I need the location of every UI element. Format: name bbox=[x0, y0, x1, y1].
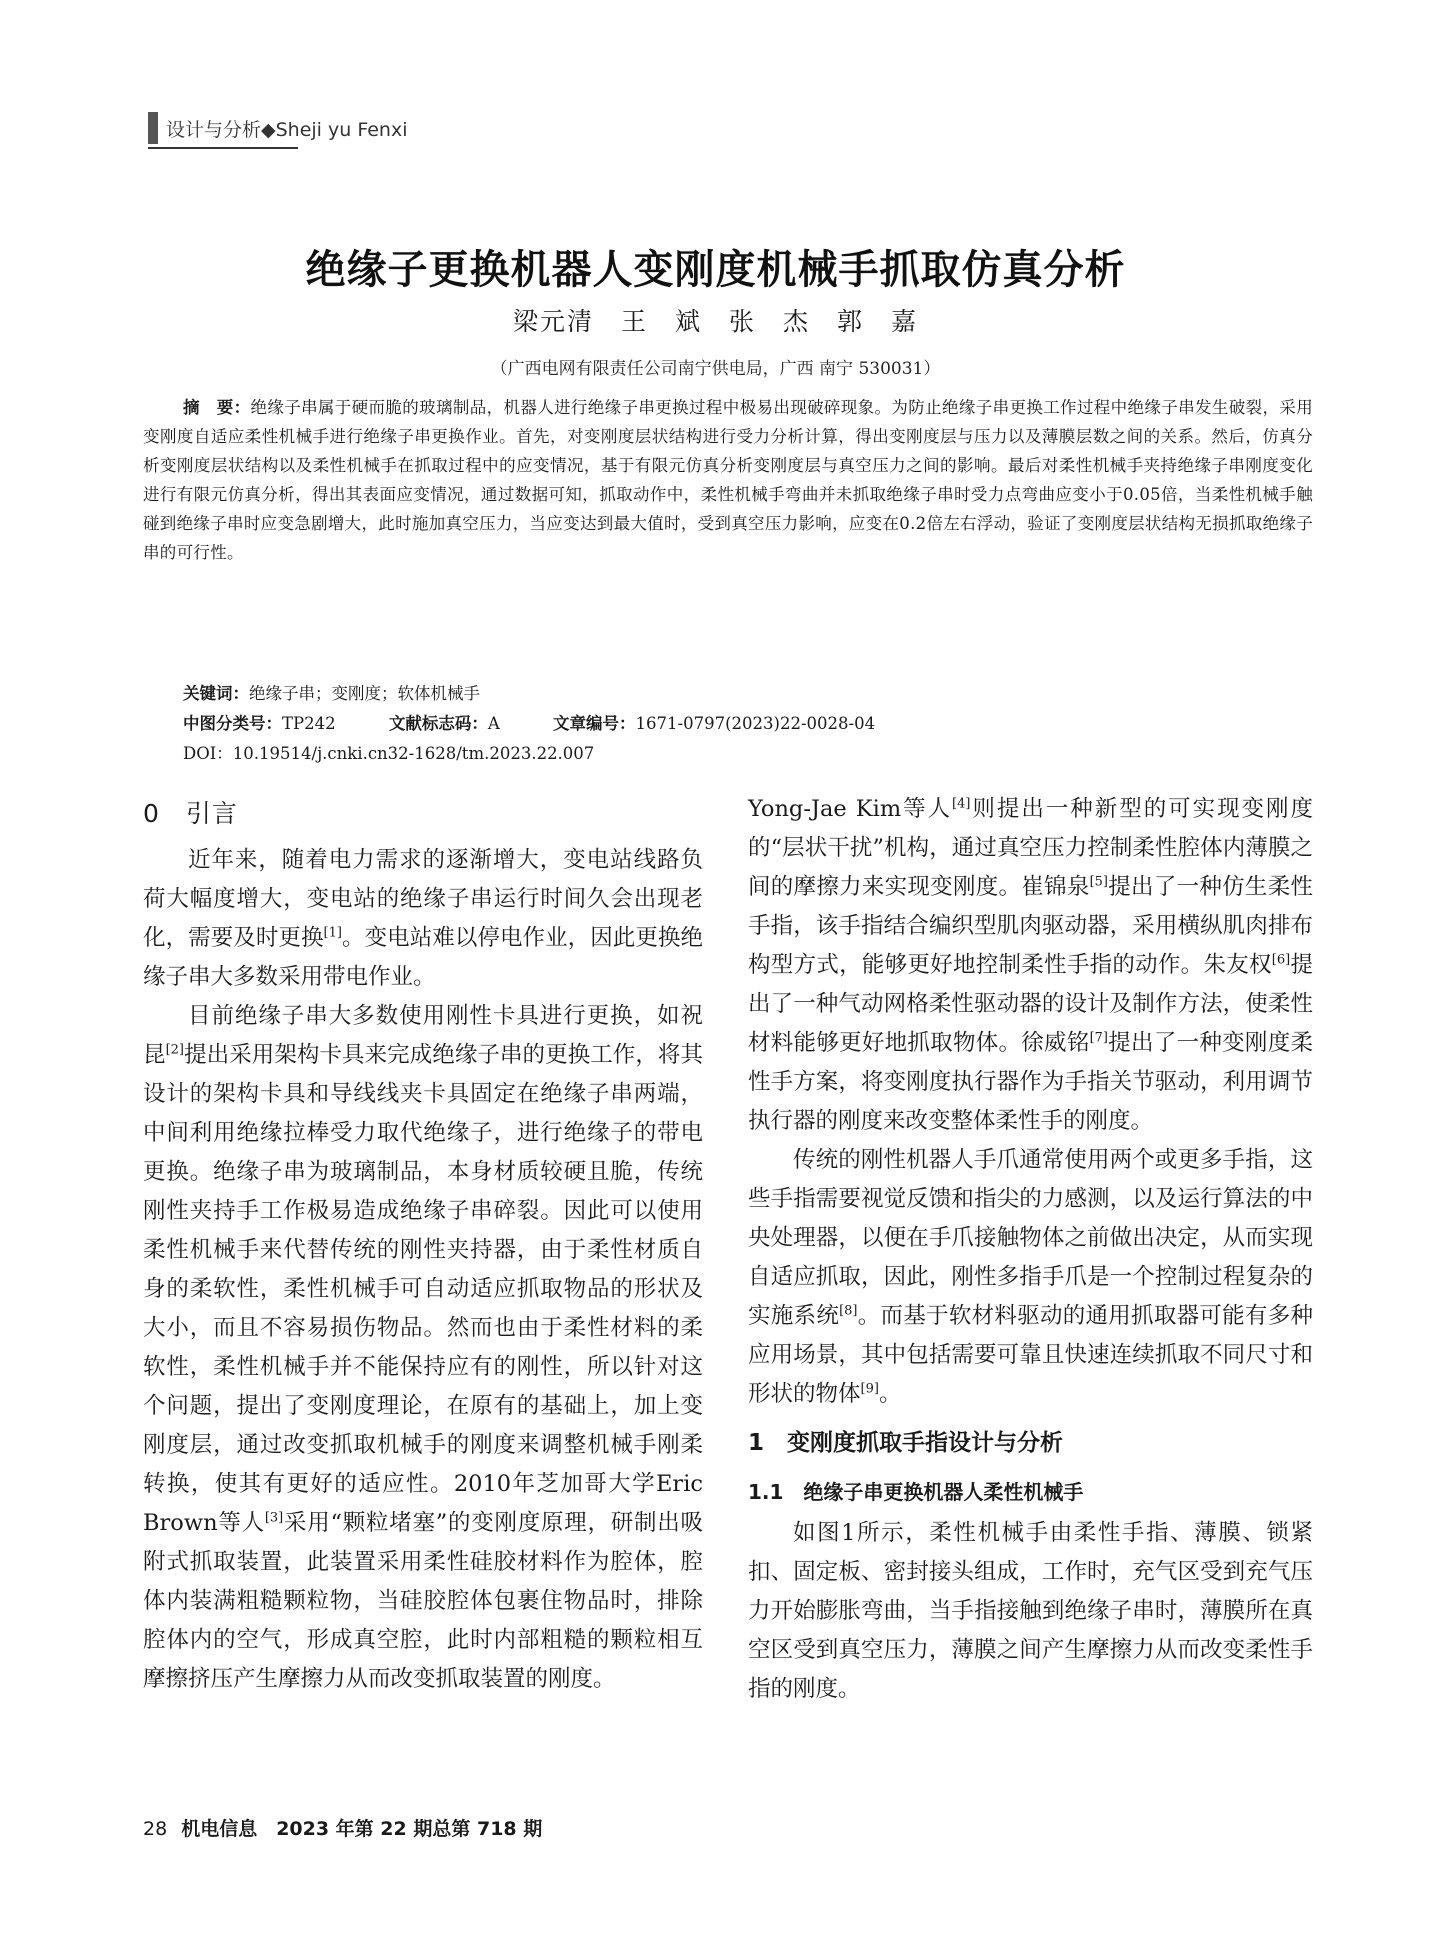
abstract-label: 摘 要： bbox=[183, 398, 251, 417]
keywords-text: 绝缘子串；变刚度；软体机械手 bbox=[249, 684, 480, 703]
doi-line bbox=[183, 740, 594, 764]
right-column bbox=[748, 790, 1313, 1709]
left-column bbox=[143, 790, 703, 1699]
journal-issue: 机电信息 2023 年第 22 期总第 718 期 bbox=[181, 1818, 543, 1840]
section-0-heading: 0 引言 bbox=[143, 799, 238, 828]
paper-authors: 梁元清 王 斌 张 杰 郭 嘉 bbox=[512, 307, 918, 336]
header-underline bbox=[148, 147, 298, 149]
paragraph: 如图1所示，柔性机械手由柔性手指、薄膜、锁紧扣、固定板、密封接头组成，工作时，充气区受到充气压力开始膨胀弯曲，当手指接触到绝缘子串时，薄膜所在真空区受到真空压力，薄膜之间产生摩擦力从而改变柔性手指的刚度。 bbox=[748, 1520, 1313, 1702]
section-1-1-heading: 1.1 绝缘子串更换机器人柔性机械手 bbox=[748, 1480, 1084, 1504]
article-number-label: 文章编号： bbox=[553, 714, 636, 733]
keywords-line bbox=[183, 680, 480, 704]
abstract bbox=[143, 393, 1313, 567]
keywords-label: 关键词： bbox=[183, 684, 249, 703]
doi-label: DOI： bbox=[183, 744, 233, 763]
header-bar bbox=[148, 112, 158, 144]
page-footer bbox=[143, 1814, 542, 1841]
running-header bbox=[148, 112, 407, 144]
article-number-value: 1671-0797(2023)22-0028-04 bbox=[635, 714, 876, 733]
doi-value: 10.19514/j.cnki.cn32-1628/tm.2023.22.007 bbox=[232, 744, 595, 763]
paragraph: Yong-Jae Kim等人[4]则提出一种新型的可实现变刚度的“层状干扰”机构，通过真空压力控制柔性腔体内薄膜之间的摩擦力来实现变刚度。崔锦泉[5]提出了一种仿生柔性手指，该手指结合编织型肌肉驱动器，采用横纵肌肉排布构型方式，能够更好地控制柔性手指的动作。朱友权[6]提出了一种气动网格柔性驱动器的设计及制作方法，使柔性材料能够更好地抓取物体。徐威铭[7]提出了一种变刚度柔性手方案，将变刚度执行器作为手指关节驱动，利用调节执行器的刚度来改变整体柔性手的刚度。 bbox=[748, 796, 1313, 1134]
clc-value: TP242 bbox=[282, 714, 336, 733]
paragraph: 传统的刚性机器人手爪通常使用两个或更多手指，这些手指需要视觉反馈和指尖的力感测，以及运行算法的中央处理器，以便在手爪接触物体之前做出决定，从而实现自适应抓取，因此，刚性多指手爪是一个控制过程复杂的实施系统[8]。而基于软材料驱动的通用抓取器可能有多种应用场景，其中包括需要可靠且快速连续抓取不同尺寸和形状的物体[9]。 bbox=[748, 1147, 1313, 1407]
doc-code-label: 文献标志码： bbox=[388, 714, 488, 733]
paragraph: 近年来，随着电力需求的逐渐增大，变电站线路负荷大幅度增大，变电站的绝缘子串运行时间久会出现老化，需要及时更换[1]。变电站难以停电作业，因此更换绝缘子串大多数采用带电作业。 bbox=[143, 847, 703, 990]
header-section-label: 设计与分析◆Sheji yu Fenxi bbox=[166, 118, 408, 141]
paragraph: 目前绝缘子串大多数使用刚性卡具进行更换，如祝昆[2]提出采用架构卡具来完成绝缘子串的更换工作，将其设计的架构卡具和导线线夹卡具固定在绝缘子串两端，中间利用绝缘拉棒受力取代绝缘子，进行绝缘子的带电更换。绝缘子串为玻璃制品，本身材质较硬且脆，传统刚性夹持手工作极易造成绝缘子串碎裂。因此可以使用柔性机械手来代替传统的刚性夹持器，由于柔性材质自身的柔软性，柔性机械手可自动适应抓取物品的形状及大小，而且不容易损伤物品。然而也由于柔性材料的柔软性，柔性机械手并不能保持应有的刚性，所以针对这个问题，提出了变刚度理论，在原有的基础上，加上变刚度层，通过改变抓取机械手的刚度来调整机械手刚柔转换，使其有更好的适应性。2010年芝加哥大学Eric Brown等人[3]采用“颗粒堵塞”的变刚度原理，研制出吸附式抓取装置，此装置采用柔性硅胶材料作为腔体，腔体内装满粗糙颗粒物，当硅胶腔体包裹住物品时，排除腔体内的空气，形成真空腔，此时内部粗糙的颗粒相互摩擦挤压产生摩擦力从而改变抓取装置的刚度。 bbox=[143, 1003, 703, 1692]
classification-line bbox=[183, 710, 923, 734]
paper-affiliation: （广西电网有限责任公司南宁供电局，广西 南宁 530031） bbox=[490, 359, 941, 379]
clc-label: 中图分类号： bbox=[183, 714, 282, 733]
doc-code-value: A bbox=[487, 714, 500, 733]
page-number: 28 bbox=[143, 1818, 168, 1840]
abstract-text: 绝缘子串属于硬而脆的玻璃制品，机器人进行绝缘子串更换过程中极易出现破碎现象。为防止绝缘子串更换工作过程中绝缘子串发生破裂，采用变刚度自适应柔性机械手进行绝缘子串更换作业。首先，对变刚度层状结构进行受力分析计算，得出变刚度层与压力以及薄膜层数之间的关系。然后，仿真分析变刚度层状结构以及柔性机械手在抓取过程中的应变情况，基于有限元仿真分析变刚度层与真空压力之间的影响。最后对柔性机械手夹持绝缘子串刚度变化进行有限元仿真分析，得出其表面应变情况，通过数据可知，抓取动作中，柔性机械手弯曲并未抓取绝缘子串时受力点弯曲应变小于0.05倍，当柔性机械手触碰到绝缘子串时应变急剧增大，此时施加真空压力，当应变达到最大值时，受到真空压力影响，应变在0.2倍左右浮动，验证了变刚度层状结构无损抓取绝缘子串的可行性。 bbox=[143, 398, 1313, 562]
paper-title: 绝缘子更换机器人变刚度机械手抓取仿真分析 bbox=[305, 247, 1126, 293]
section-1-heading: 1 变刚度抓取手指设计与分析 bbox=[748, 1430, 1064, 1456]
